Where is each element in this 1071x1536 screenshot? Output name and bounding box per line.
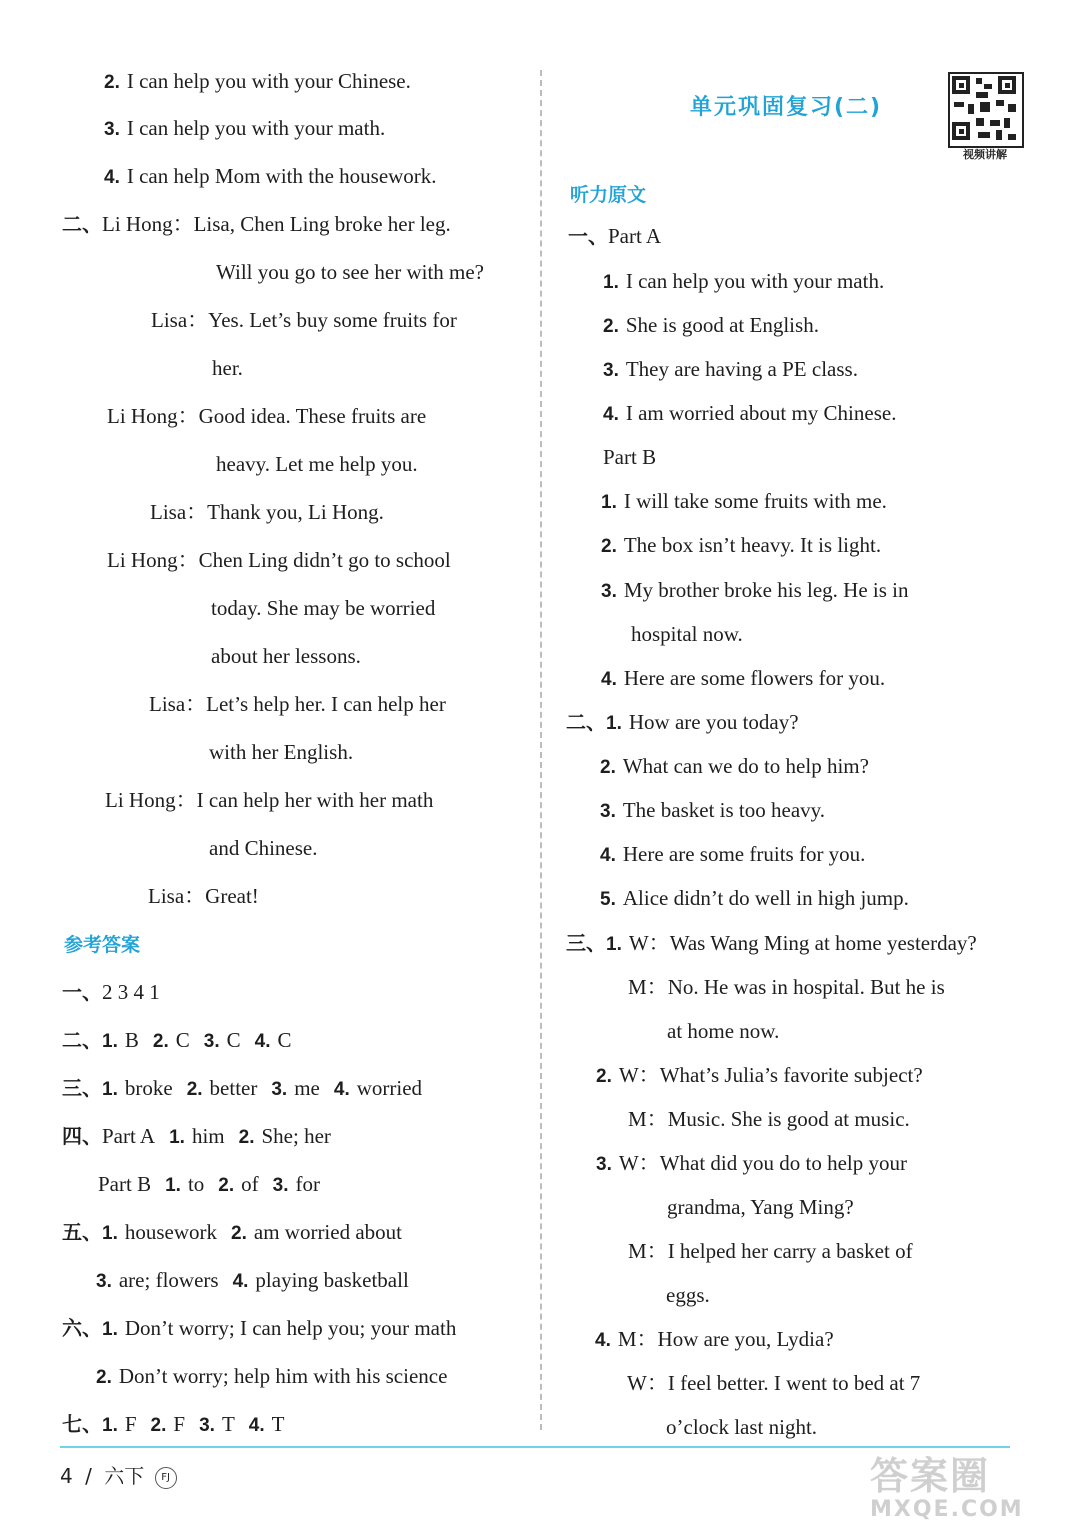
dialogue-line: and Chinese. (209, 836, 318, 860)
right-section-3-line: grandma, Yang Ming? (667, 1195, 854, 1219)
right-section-2-item: 二、1. How are you today? (566, 710, 799, 734)
part-b-item-cont: hospital now. (631, 622, 743, 646)
answer-row-5b: 3. are; flowers 4. playing basketball (96, 1268, 409, 1292)
right-section-3-line: M：No. He was in hospital. But he is (628, 975, 945, 999)
part-a-item: 3. They are having a PE class. (603, 357, 858, 381)
section-2-line-1: 二、Li Hong：Lisa, Chen Ling broke her leg. (62, 212, 451, 236)
edition-badge-icon: FJ (155, 1467, 177, 1489)
unit-title: 单元巩固复习(二) (690, 95, 883, 120)
dialogue-line: about her lessons. (211, 644, 361, 668)
left-item-4: 4. I can help Mom with the housework. (104, 164, 437, 188)
footer-rule (60, 1446, 1010, 1448)
part-b-item: 3. My brother broke his leg. He is in (601, 578, 909, 602)
right-section-3-line: 4. M：How are you, Lydia? (595, 1327, 834, 1351)
watermark-logo: 答案圈 (870, 1454, 991, 1498)
grade-label: 六下 (104, 1464, 145, 1488)
answer-row-5a: 五、1. housework 2. am worried about (62, 1220, 402, 1244)
right-section-3-line: 3. W：What did you do to help your (596, 1151, 907, 1175)
part-a-item: 2. She is good at English. (603, 313, 819, 337)
dialogue-line: with her English. (209, 740, 354, 764)
right-section-3-line: 三、1. W：Was Wang Ming at home yesterday? (566, 931, 977, 955)
dialogue-line: Li Hong：Good idea. These fruits are (107, 404, 427, 428)
part-b-item: 2. The box isn’t heavy. It is light. (601, 533, 882, 557)
watermark (870, 1455, 1024, 1523)
part-b-item: 1. I will take some fruits with me. (601, 489, 887, 513)
dialogue-line: Lisa：Thank you, Li Hong. (150, 500, 384, 524)
answer-row-7: 七、1. F 2. F 3. T 4. T (62, 1412, 285, 1436)
right-section-3-line: M：I helped her carry a basket of (628, 1239, 913, 1263)
page-number: 4 (60, 1464, 73, 1488)
dialogue-line: Lisa：Great! (148, 884, 259, 908)
part-a-item: 4. I am worried about my Chinese. (603, 401, 897, 425)
answer-row-1: 一、2 3 4 1 (62, 980, 160, 1004)
dialogue-line: Lisa：Yes. Let’s buy some fruits for (151, 308, 457, 332)
qr-caption: 视频讲解 (963, 148, 1007, 161)
left-item-2: 2. I can help you with your Chinese. (104, 69, 411, 93)
watermark-url: MXQE.COM (870, 1497, 1024, 1522)
qr-code-icon[interactable] (948, 72, 1024, 148)
right-section-2-item: 2. What can we do to help him? (600, 754, 869, 778)
answer-row-2: 二、1. B 2. C 3. C 4. C (62, 1028, 292, 1052)
right-section-3-line: eggs. (666, 1283, 710, 1307)
dialogue-line: Lisa：Let’s help her. I can help her (149, 692, 446, 716)
dialogue-line: Li Hong：Chen Ling didn’t go to school (107, 548, 451, 572)
right-section-3-line: W：I feel better. I went to bed at 7 (627, 1371, 921, 1395)
right-section-2-item: 3. The basket is too heavy. (600, 798, 826, 822)
dialogue-line: heavy. Let me help you. (216, 452, 418, 476)
left-item-3: 3. I can help you with your math. (104, 116, 386, 140)
dialogue-line: today. She may be worried (211, 596, 436, 620)
part-a-item: 1. I can help you with your math. (603, 269, 885, 293)
answer-row-6b: 2. Don’t worry; help him with his science (96, 1364, 448, 1388)
answers-heading: 参考答案 (64, 934, 141, 956)
right-section-3-line: M：Music. She is good at music. (628, 1107, 910, 1131)
right-section-3-line: 2. W：What’s Julia’s favorite subject? (596, 1063, 923, 1087)
dialogue-line: her. (212, 356, 243, 380)
right-section-1: 一、Part A (568, 224, 662, 248)
right-section-2-item: 4. Here are some fruits for you. (600, 842, 866, 866)
answer-row-3: 三、1. broke 2. better 3. me 4. worried (62, 1076, 423, 1100)
listening-heading: 听力原文 (570, 184, 647, 206)
dialogue-line: Li Hong：I can help her with her math (105, 788, 434, 812)
right-section-2-item: 5. Alice didn’t do well in high jump. (600, 886, 909, 910)
part-b-label: Part B (603, 445, 657, 469)
dialogue-line: Will you go to see her with me? (216, 260, 485, 284)
answer-row-6a: 六、1. Don’t worry; I can help you; your math (62, 1316, 457, 1340)
page-footer (60, 1460, 177, 1489)
right-section-3-line: at home now. (667, 1019, 780, 1043)
part-b-item: 4. Here are some flowers for you. (601, 666, 886, 690)
column-divider (540, 70, 542, 1430)
footer-separator: / (85, 1464, 92, 1488)
right-section-3-line: o’clock last night. (666, 1415, 818, 1439)
answer-row-4-part-a: 四、Part A 1. him 2. She; her (62, 1124, 331, 1148)
answer-row-4-part-b: Part B 1. to 2. of 3. for (98, 1172, 321, 1196)
